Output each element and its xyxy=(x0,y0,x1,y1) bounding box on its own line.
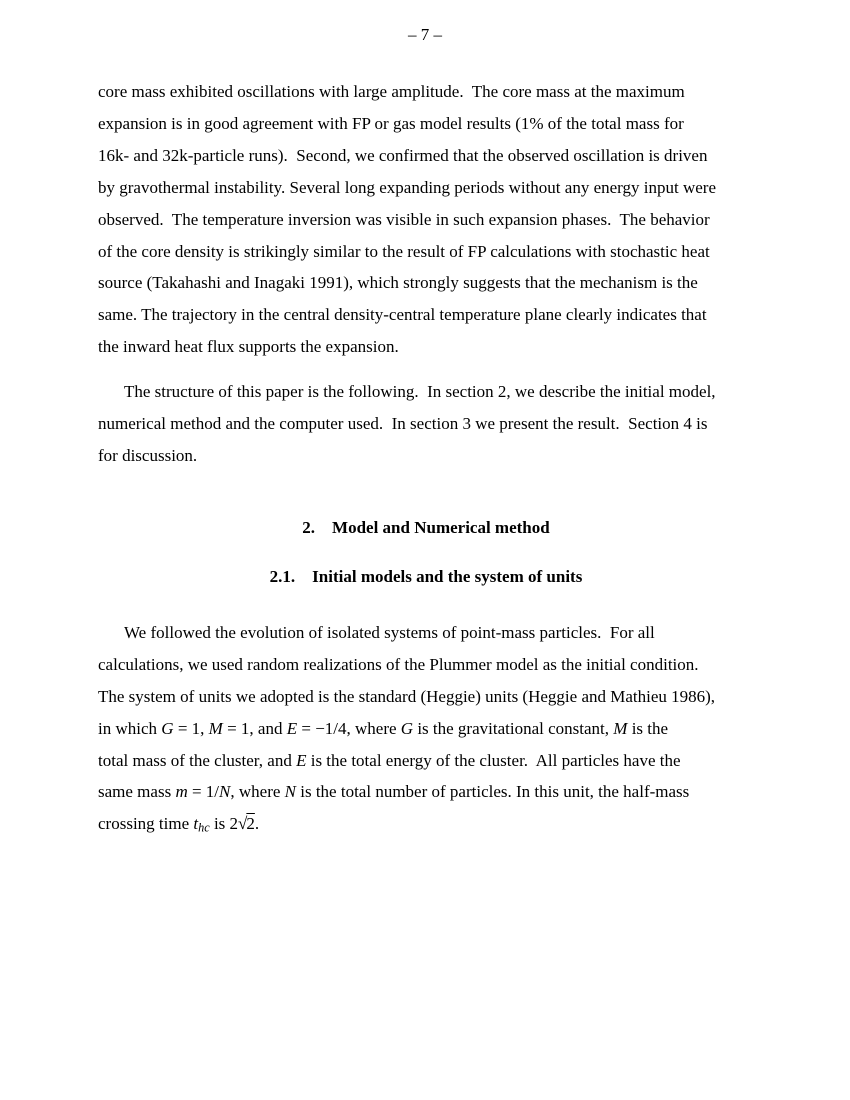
text-line: expansion is in good agreement with FP or gas model results (1% of the total mass for xyxy=(98,113,684,133)
text-line: the inward heat flux supports the expansion. xyxy=(98,337,399,357)
text-line: calculations, we used random realizations of the Plummer model as the initial condition. xyxy=(98,654,699,674)
text-line: same mass m = 1/N, where N is the total number of particles. In this unit, the half-mass xyxy=(98,782,690,802)
text-line: 16k- and 32k-particle runs). Second, we confirmed that the observed oscillation is driven xyxy=(98,145,708,165)
text-line: of the core density is strikingly similar to the result of FP calculations with stochastic heat xyxy=(98,241,710,261)
text-line: We followed the evolution of isolated systems of point-mass particles. For all xyxy=(124,622,655,642)
text-line: The structure of this paper is the following. In section 2, we describe the initial model, xyxy=(124,382,716,402)
text-line: total mass of the cluster, and E is the total energy of the cluster. All particles have the xyxy=(98,750,681,770)
text-line: crossing time $t_{hc}$ is 2√2. xyxy=(98,814,260,835)
body-paragraph xyxy=(98,376,754,472)
text-line: observed. The temperature inversion was visible in such expansion phases. The behavior xyxy=(98,209,710,229)
body-paragraph xyxy=(98,617,754,845)
text-line: The system of units we adopted is the standard (Heggie) units (Heggie and Mathieu 1986), xyxy=(98,686,716,706)
text-line: core mass exhibited oscillations with large amplitude. The core mass at the maximum xyxy=(98,82,685,101)
body-paragraph xyxy=(98,76,754,363)
section-heading: 2. Model and Numerical method xyxy=(302,517,550,537)
text-line: numerical method and the computer used. In section 3 we present the result. Section 4 is xyxy=(98,414,708,434)
text-line: same. The trajectory in the central density-central temperature plane clearly indicates that xyxy=(98,305,707,325)
page-body xyxy=(98,76,754,845)
text-line: for discussion. xyxy=(98,445,198,465)
subsection-heading: 2.1. Initial models and the system of units xyxy=(269,566,583,586)
text-line: in which G = 1, M = 1, and E = −1/4, where G is the gravitational constant, M is the xyxy=(98,718,669,738)
text-line: source (Takahashi and Inagaki 1991), which strongly suggests that the mechanism is the xyxy=(98,273,698,293)
page-number-header: – 7 – xyxy=(408,25,442,44)
text-line: by gravothermal instability. Several long expanding periods without any energy input were xyxy=(98,177,716,197)
